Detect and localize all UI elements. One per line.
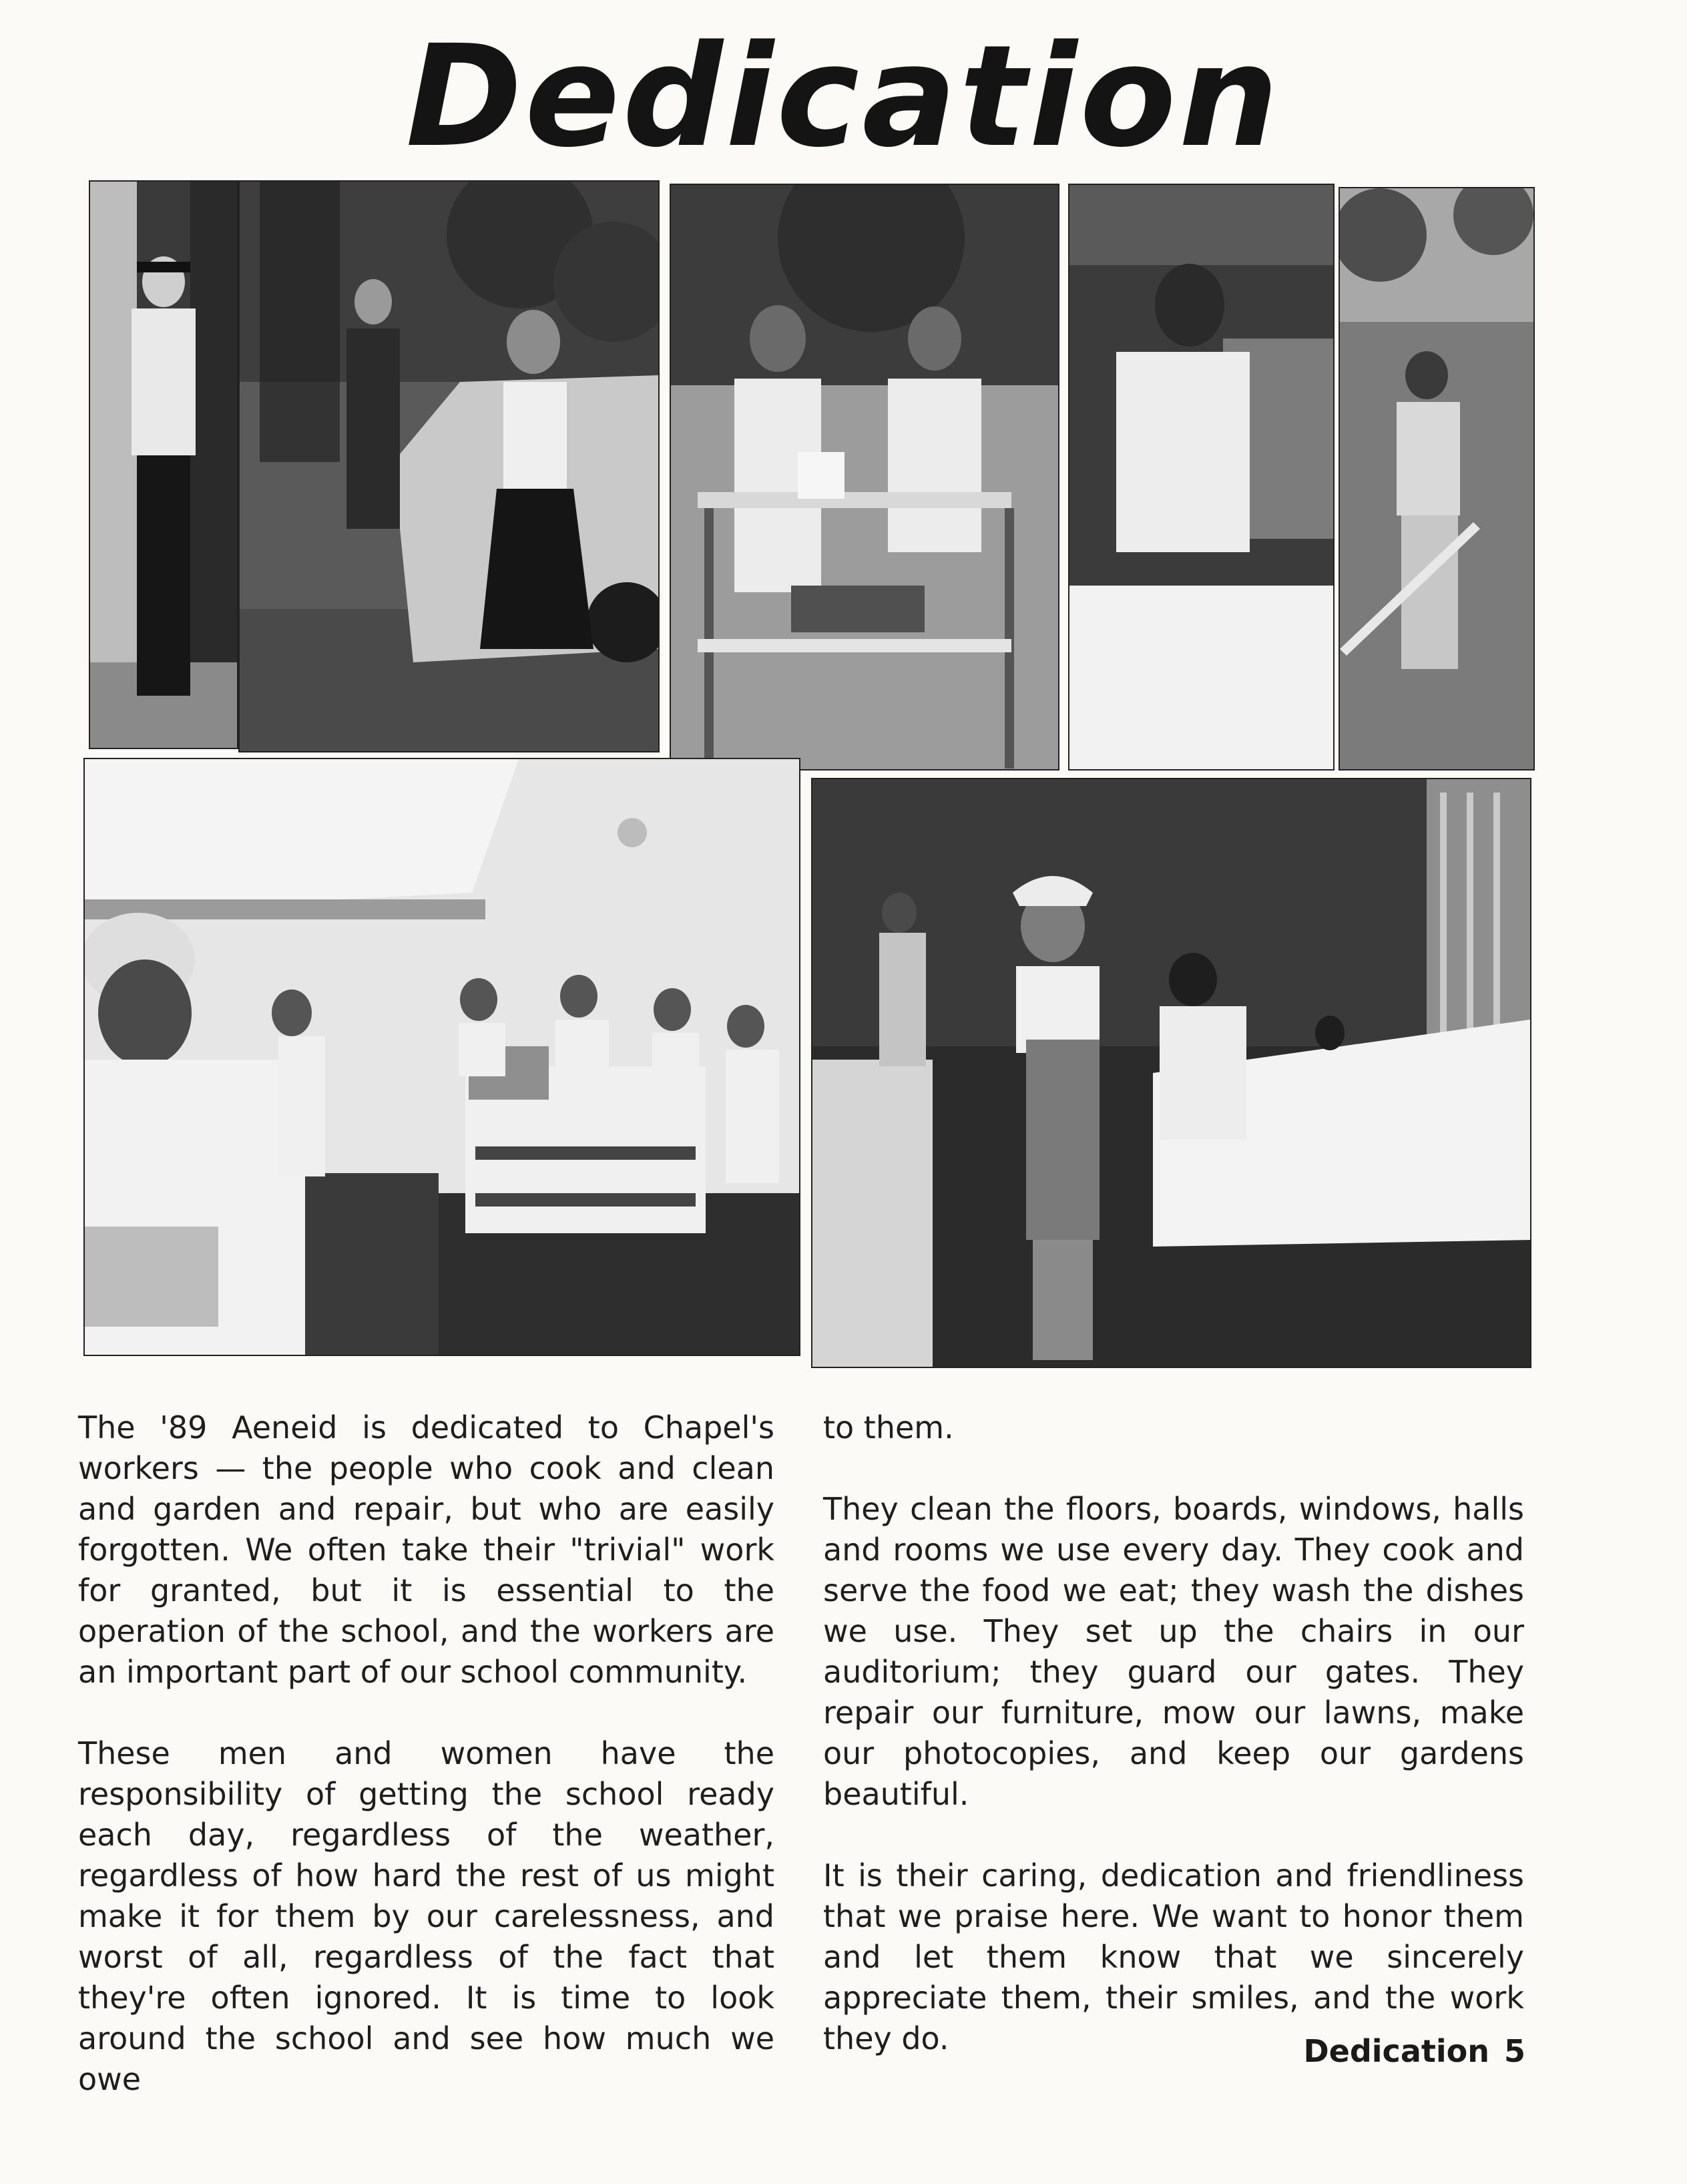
page-footer	[1303, 2033, 1525, 2069]
paragraph: They clean the floors, boards, windows, halls and rooms we use every day. They cook and serve the food we eat; they wash the dishes we use. They set up the chairs in our auditorium; they guard our gates. They repair our furniture, mow our lawns, make our photocopies, and keep our gardens beautiful.	[823, 1491, 1524, 1812]
photo-groundskeeper	[1339, 187, 1535, 771]
paragraph: The '89 Aeneid is dedicated to Chapel's workers — the people who cook and clean and garden and repair, but who are easily forgotten. We often take their "trivial" work for granted, but it is essential to the operation of the school, and the workers are an important part of our school community.	[78, 1409, 774, 1690]
photo-guard-doorway	[89, 180, 238, 749]
photo-worker-machine	[1068, 184, 1335, 771]
photo-gate-car	[238, 180, 660, 752]
photo-dining-hall	[811, 778, 1531, 1368]
footer-section: Dedication	[1303, 2033, 1489, 2069]
photo-kitchen-staff	[83, 758, 800, 1356]
text-column-right	[823, 1407, 1524, 2059]
paragraph: It is their caring, dedication and friendliness that we praise here. We want to honor them and let them know that we sincerely appreciate them, their smiles, and the work they do.	[823, 1858, 1524, 2056]
text-column-left	[78, 1407, 774, 2100]
photo-tea-trolley	[670, 184, 1059, 771]
page-number: 5	[1503, 2033, 1525, 2069]
paragraph: These men and women have the responsibility of getting the school ready each day, regardless of the weather, regardless of how hard the rest of us might make it for them by our carelessness, and worst of all, regardless of the fact that they're often ignored. It is time to look around the school and see how much we owe	[78, 1735, 774, 2097]
page-title: Dedication	[405, 15, 1282, 178]
paragraph: to them.	[823, 1409, 954, 1446]
